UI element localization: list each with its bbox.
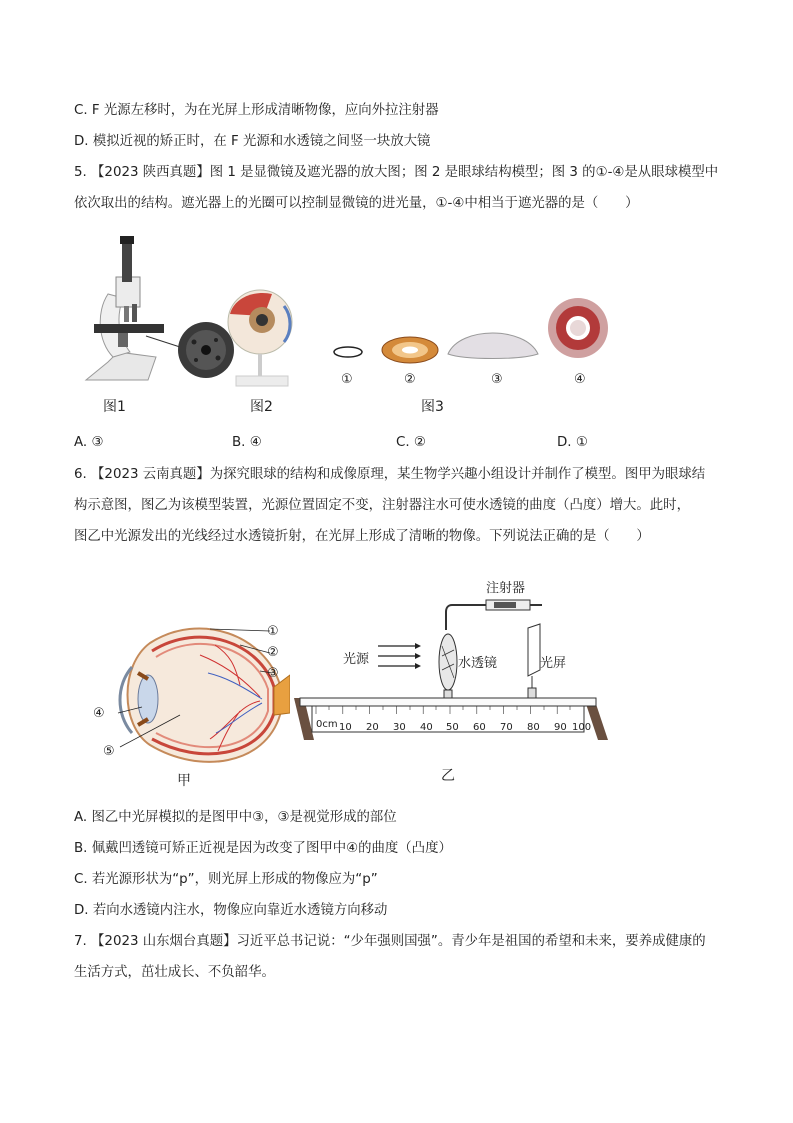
ruler-tick-40: 40 xyxy=(420,722,433,733)
eye-label-4: ④ xyxy=(93,706,105,721)
ruler-tick-90: 90 xyxy=(554,722,567,733)
fig-jia-caption: 甲 xyxy=(177,773,191,789)
q4-option-d: D. 模拟近视的矫正时，在 F 光源和水透镜之间竖一块放大镜 xyxy=(74,134,431,149)
part-label-2: ② xyxy=(404,372,416,387)
q5-stem-line1: 5. 【2023 陕西真题】图 1 是显微镜及遮光器的放大图；图 2 是眼球结构模型；图 3 的①-④是从眼球模型中 xyxy=(74,165,719,180)
eye-label-5: ⑤ xyxy=(103,744,115,759)
ruler-tick-50: 50 xyxy=(446,722,459,733)
eye-parts-figure xyxy=(330,296,630,366)
q6-stem-line2: 构示意图，图乙为该模型装置，光源位置固定不变，注射器注水可使水透镜的曲度（凸度）增大。此时， xyxy=(74,498,690,513)
q6-stem-line3: 图乙中光源发出的光线经过水透镜折射，在光屏上形成了清晰的物像。下列说法正确的是（ ） xyxy=(74,529,650,544)
light-source-label: 光源 xyxy=(343,652,370,667)
screen-label: 光屏 xyxy=(540,656,567,671)
ruler-tick-70: 70 xyxy=(500,722,513,733)
q6-stem-line1: 6. 【2023 云南真题】为探究眼球的结构和成像原理，某生物学兴趣小组设计并制作了模型。图甲为眼球结 xyxy=(74,467,706,482)
ruler-tick-30: 30 xyxy=(393,722,406,733)
q6-option-d: D. 若向水透镜内注水，物像应向靠近水透镜方向移动 xyxy=(74,903,388,918)
fig2-caption: 图2 xyxy=(250,399,273,415)
q5-option-a: A. ③ xyxy=(74,435,104,450)
eye-label-1: ① xyxy=(267,624,279,639)
ruler-tick-80: 80 xyxy=(527,722,540,733)
q5-option-b: B. ④ xyxy=(232,435,262,450)
ruler-unit: 0cm xyxy=(316,719,338,730)
ruler-tick-100: 100 xyxy=(572,722,592,733)
part-label-4: ④ xyxy=(574,372,586,387)
q5-option-d: D. ① xyxy=(557,435,588,450)
q6-option-a: A. 图乙中光屏模拟的是图甲中③，③是视觉形成的部位 xyxy=(74,810,397,825)
ruler-tick-60: 60 xyxy=(473,722,486,733)
water-lens-label: 水透镜 xyxy=(458,656,498,671)
fig3-caption: 图3 xyxy=(421,399,444,415)
q6-option-c: C. 若光源形状为“p”，则光屏上形成的物像应为“p” xyxy=(74,872,378,887)
syringe-label: 注射器 xyxy=(486,581,526,596)
eyeball-model-figure xyxy=(224,286,300,390)
fig-yi-caption: 乙 xyxy=(441,768,455,784)
q6-option-b: B. 佩戴凹透镜可矫正近视是因为改变了图甲中④的曲度（凸度） xyxy=(74,841,452,856)
part-label-3: ③ xyxy=(491,372,503,387)
eye-label-2: ② xyxy=(267,645,279,660)
ruler-tick-10: 10 xyxy=(339,722,352,733)
q5-option-c: C. ② xyxy=(396,435,426,450)
q7-stem-line2: 生活方式，茁壮成长、不负韶华。 xyxy=(74,965,275,980)
eye-label-3: ③ xyxy=(267,666,279,681)
q7-stem-line1: 7. 【2023 山东烟台真题】习近平总书记说：“少年强则国强”。青少年是祖国的希望和未来，要养成健康的 xyxy=(74,934,706,949)
fig1-caption: 图1 xyxy=(103,399,126,415)
q4-option-c: C. F 光源左移时，为在光屏上形成清晰物像，应向外拉注射器 xyxy=(74,103,439,118)
part-label-1: ① xyxy=(341,372,353,387)
q5-stem-line2: 依次取出的结构。遮光器上的光圈可以控制显微镜的进光量，①-④中相当于遮光器的是（ ） xyxy=(74,196,639,211)
ruler-tick-20: 20 xyxy=(366,722,379,733)
microscope-figure xyxy=(78,232,238,392)
eye-structure-diagram xyxy=(90,615,290,765)
